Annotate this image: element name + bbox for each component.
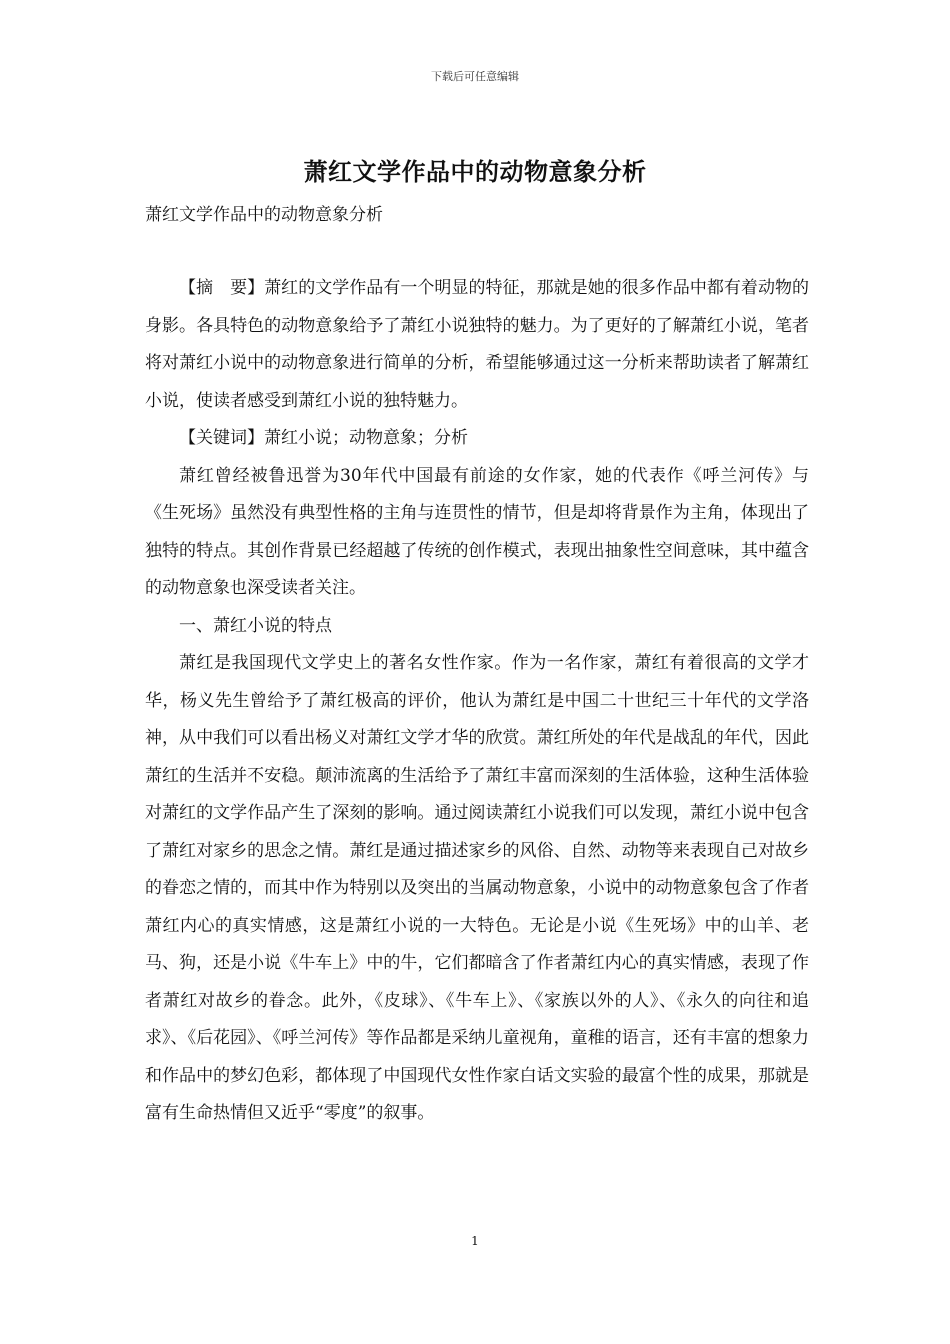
document-title: 萧红文学作品中的动物意象分析 [303, 157, 647, 186]
document-subtitle: 萧红文学作品中的动物意象分析 [145, 205, 383, 225]
abstract-paragraph: 【摘 要】萧红的文学作品有一个明显的特征，那就是她的很多作品中都有着动物的身影。各具特色的动物意象给予了萧红小说独特的魅力。为了更好的了解萧红小说，笔者将对萧红小说中的动物意象进行简单的分析，希望能够通过这一分析来帮助读者了解萧红小说，使读者感受到萧红小说的独特魅力。 [145, 278, 809, 411]
page-header-note: 下载后可任意编辑 [431, 70, 519, 83]
section-body-paragraph: 萧红是我国现代文学史上的著名女性作家。作为一名作家，萧红有着很高的文学才华，杨义先生曾给予了萧红极高的评价，他认为萧红是中国二十世纪三十年代的文学洛神，从中我们可以看出杨义对萧红文学才华的欣赏。萧红所处的年代是战乱的年代，因此萧红的生活并不安稳。颠沛流离的生活给予了萧红丰富而深刻的生活体验，这种生活体验对萧红的文学作品产生了深刻的影响。通过阅读萧红小说我们可以发现，萧红小说中包含了萧红对家乡的思念之情。萧红是通过描述家乡的风俗、自然、动物等来表现自己对故乡的眷恋之情的，而其中作为特别以及突出的当属动物意象，小说中的动物意象包含了作者萧红内心的真实情感，这是萧红小说的一大特色。无论是小说《生死场》中的山羊、老马、狗，还是小说《牛车上》中的牛，它们都暗含了作者萧红内心的真实情感，表现了作者萧红对故乡的眷念。此外，《皮球》、《牛车上》、《家族以外的人》、《永久的向往和追求》、《后花园》、《呼兰河传》等作品都是采纳儿童视角，童稚的语言，还有丰富的想象力和作品中的梦幻色彩，都体现了中国现代女性作家白话文实验的最富个性的成果，那就是富有生命热情但又近乎“零度”的叙事。 [145, 653, 809, 1123]
section-heading: 一、萧红小说的特点 [179, 615, 332, 636]
keywords-paragraph: 【关键词】萧红小说；动物意象；分析 [179, 428, 468, 448]
page-number: 1 [471, 1234, 479, 1248]
document-body [145, 270, 809, 1133]
intro-paragraph: 萧红曾经被鲁迅誉为30年代中国最有前途的女作家，她的代表作《呼兰河传》与《生死场》虽然没有典型性格的主角与连贯性的情节，但是却将背景作为主角，体现出了独特的特点。其创作背景已经超越了传统的创作模式，表现出抽象性空间意味，其中蕴含的动物意象也深受读者关注。 [145, 465, 809, 598]
